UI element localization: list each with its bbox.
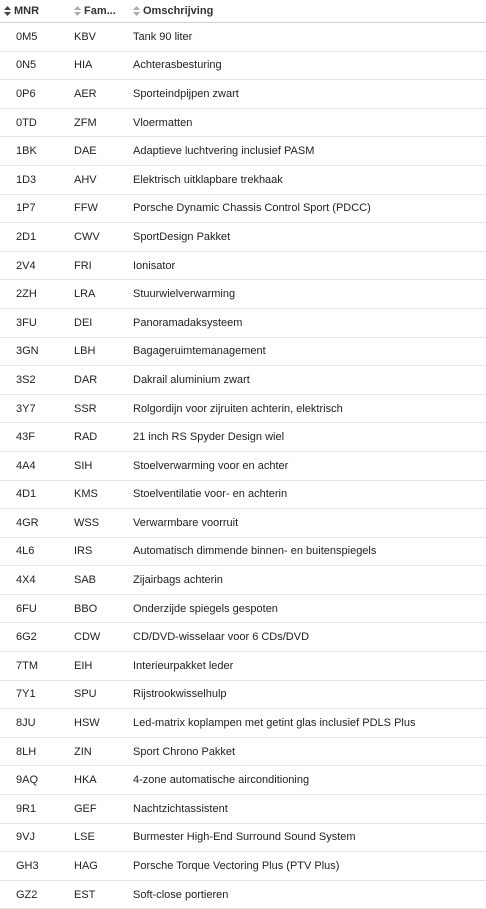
cell-description: Tank 90 liter xyxy=(133,30,193,43)
cell-family: RAD xyxy=(74,431,98,444)
cell-mnr: 7Y1 xyxy=(16,688,36,701)
cell-mnr: 1D3 xyxy=(16,173,37,186)
table-row[interactable] xyxy=(0,566,486,595)
cell-family: SPU xyxy=(74,688,97,701)
table-row[interactable] xyxy=(0,195,486,224)
cell-mnr: 9R1 xyxy=(16,802,37,815)
table-row[interactable] xyxy=(0,223,486,252)
cell-description: CD/DVD-wisselaar voor 6 CDs/DVD xyxy=(133,631,310,644)
table-row[interactable] xyxy=(0,280,486,309)
cell-family: FFW xyxy=(74,202,98,215)
cell-description: Verwarmbare voorruit xyxy=(133,516,239,529)
cell-mnr: 1P7 xyxy=(16,202,36,215)
cell-mnr: 8LH xyxy=(16,745,37,758)
table-row[interactable] xyxy=(0,795,486,824)
cell-family: SIH xyxy=(74,459,93,472)
sort-both-icon[interactable] xyxy=(133,6,140,16)
table-row[interactable] xyxy=(0,252,486,281)
cell-mnr: 3GN xyxy=(16,345,39,358)
cell-description: Nachtzichtassistent xyxy=(133,802,228,815)
cell-family: ZIN xyxy=(74,745,92,758)
column-header-description[interactable] xyxy=(133,5,486,17)
cell-mnr: 4X4 xyxy=(16,574,36,587)
cell-description: Zijairbags achterin xyxy=(133,574,223,587)
cell-description: SportDesign Pakket xyxy=(133,230,231,243)
table-row[interactable] xyxy=(0,452,486,481)
table-row[interactable] xyxy=(0,80,486,109)
table-row[interactable] xyxy=(0,852,486,881)
cell-description: Bagageruimtemanagement xyxy=(133,345,266,358)
cell-family: HSW xyxy=(74,717,100,730)
cell-description: Sporteindpijpen zwart xyxy=(133,87,239,100)
cell-mnr: 0P6 xyxy=(16,87,36,100)
table-row[interactable] xyxy=(0,881,486,909)
cell-mnr: GZ2 xyxy=(16,888,38,901)
cell-family: IRS xyxy=(74,545,93,558)
cell-family: HAG xyxy=(74,860,98,873)
cell-mnr: 2D1 xyxy=(16,230,37,243)
table-row[interactable] xyxy=(0,423,486,452)
cell-family: DAR xyxy=(74,373,98,386)
table-row[interactable] xyxy=(0,766,486,795)
column-header-mnr[interactable] xyxy=(0,5,74,17)
cell-mnr: 2ZH xyxy=(16,288,37,301)
cell-mnr: 3Y7 xyxy=(16,402,36,415)
cell-family: LSE xyxy=(74,831,95,844)
cell-description: Interieurpakket leder xyxy=(133,659,234,672)
column-header-family-label: Fam... xyxy=(84,5,116,17)
cell-family: LRA xyxy=(74,288,96,301)
cell-description: Dakrail aluminium zwart xyxy=(133,373,250,386)
table-row[interactable] xyxy=(0,738,486,767)
table-header xyxy=(0,0,486,23)
cell-family: DEI xyxy=(74,316,93,329)
cell-mnr: 3S2 xyxy=(16,373,36,386)
cell-description: Rijstrookwisselhulp xyxy=(133,688,227,701)
cell-description: Stuurwielverwarming xyxy=(133,288,236,301)
table-row[interactable] xyxy=(0,109,486,138)
cell-description: Elektrisch uitklapbare trekhaak xyxy=(133,173,283,186)
cell-family: CDW xyxy=(74,631,101,644)
cell-family: CWV xyxy=(74,230,100,243)
cell-family: KMS xyxy=(74,488,98,501)
column-header-description-label: Omschrijving xyxy=(143,5,214,17)
table-row[interactable] xyxy=(0,166,486,195)
cell-family: ZFM xyxy=(74,116,97,129)
cell-mnr: GH3 xyxy=(16,860,39,873)
cell-family: BBO xyxy=(74,602,98,615)
table-body xyxy=(0,23,486,909)
cell-description: Rolgordijn voor zijruiten achterin, elektrisch xyxy=(133,402,343,415)
cell-family: HKA xyxy=(74,774,97,787)
table-row[interactable] xyxy=(0,137,486,166)
cell-description: 21 inch RS Spyder Design wiel xyxy=(133,431,285,444)
table-row[interactable] xyxy=(0,824,486,853)
column-header-mnr-label: MNR xyxy=(14,5,40,17)
cell-family: WSS xyxy=(74,516,100,529)
cell-family: DAE xyxy=(74,145,97,158)
table-row[interactable] xyxy=(0,338,486,367)
cell-family: GEF xyxy=(74,802,97,815)
table-row[interactable] xyxy=(0,709,486,738)
cell-mnr: 4D1 xyxy=(16,488,37,501)
table-row[interactable] xyxy=(0,595,486,624)
cell-description: Automatisch dimmende binnen- en buitenspiegels xyxy=(133,545,377,558)
cell-mnr: 6FU xyxy=(16,602,37,615)
cell-mnr: 0TD xyxy=(16,116,37,129)
cell-family: EST xyxy=(74,888,96,901)
cell-family: SSR xyxy=(74,402,97,415)
cell-family: AER xyxy=(74,87,97,100)
cell-mnr: 8JU xyxy=(16,717,36,730)
cell-mnr: 0M5 xyxy=(16,30,38,43)
cell-mnr: 9VJ xyxy=(16,831,35,844)
cell-mnr: 4L6 xyxy=(16,545,35,558)
cell-description: Stoelventilatie voor- en achterin xyxy=(133,488,288,501)
cell-mnr: 0N5 xyxy=(16,59,37,72)
table-row[interactable] xyxy=(0,23,486,52)
table-row[interactable] xyxy=(0,538,486,567)
cell-family: LBH xyxy=(74,345,96,358)
cell-description: Panoramadaksysteem xyxy=(133,316,243,329)
table-row[interactable] xyxy=(0,481,486,510)
cell-description: Sport Chrono Pakket xyxy=(133,745,236,758)
table-row[interactable] xyxy=(0,509,486,538)
table-row[interactable] xyxy=(0,309,486,338)
cell-mnr: 1BK xyxy=(16,145,37,158)
column-header-family[interactable] xyxy=(74,5,133,17)
table-row[interactable] xyxy=(0,52,486,81)
cell-family: HIA xyxy=(74,59,93,72)
cell-mnr: 9AQ xyxy=(16,774,39,787)
cell-description: Ionisator xyxy=(133,259,176,272)
cell-description: Adaptieve luchtvering inclusief PASM xyxy=(133,145,315,158)
cell-mnr: 43F xyxy=(16,431,35,444)
cell-mnr: 7TM xyxy=(16,659,38,672)
cell-family: FRI xyxy=(74,259,92,272)
cell-family: SAB xyxy=(74,574,97,587)
sort-both-icon[interactable] xyxy=(74,6,81,16)
cell-mnr: 6G2 xyxy=(16,631,37,644)
cell-family: EIH xyxy=(74,659,93,672)
cell-description: Soft-close portieren xyxy=(133,888,229,901)
table-row[interactable] xyxy=(0,366,486,395)
cell-description: Led-matrix koplampen met getint glas inclusief PDLS Plus xyxy=(133,717,416,730)
cell-description: Porsche Dynamic Chassis Control Sport (PDCC) xyxy=(133,202,371,215)
cell-mnr: 3FU xyxy=(16,316,37,329)
cell-mnr: 2V4 xyxy=(16,259,36,272)
table-row[interactable] xyxy=(0,652,486,681)
cell-description: Onderzijde spiegels gespoten xyxy=(133,602,278,615)
cell-description: Stoelverwarming voor en achter xyxy=(133,459,289,472)
cell-family: AHV xyxy=(74,173,97,186)
cell-description: 4-zone automatische airconditioning xyxy=(133,774,310,787)
table-row[interactable] xyxy=(0,681,486,710)
cell-mnr: 4A4 xyxy=(16,459,36,472)
cell-description: Burmester High-End Surround Sound System xyxy=(133,831,356,844)
cell-description: Achterasbesturing xyxy=(133,59,222,72)
table-row[interactable] xyxy=(0,623,486,652)
cell-description: Porsche Torque Vectoring Plus (PTV Plus) xyxy=(133,860,340,873)
cell-description: Vloermatten xyxy=(133,116,193,129)
cell-mnr: 4GR xyxy=(16,516,39,529)
table-row[interactable] xyxy=(0,395,486,424)
cell-family: KBV xyxy=(74,30,97,43)
sort-both-icon[interactable] xyxy=(4,6,11,16)
